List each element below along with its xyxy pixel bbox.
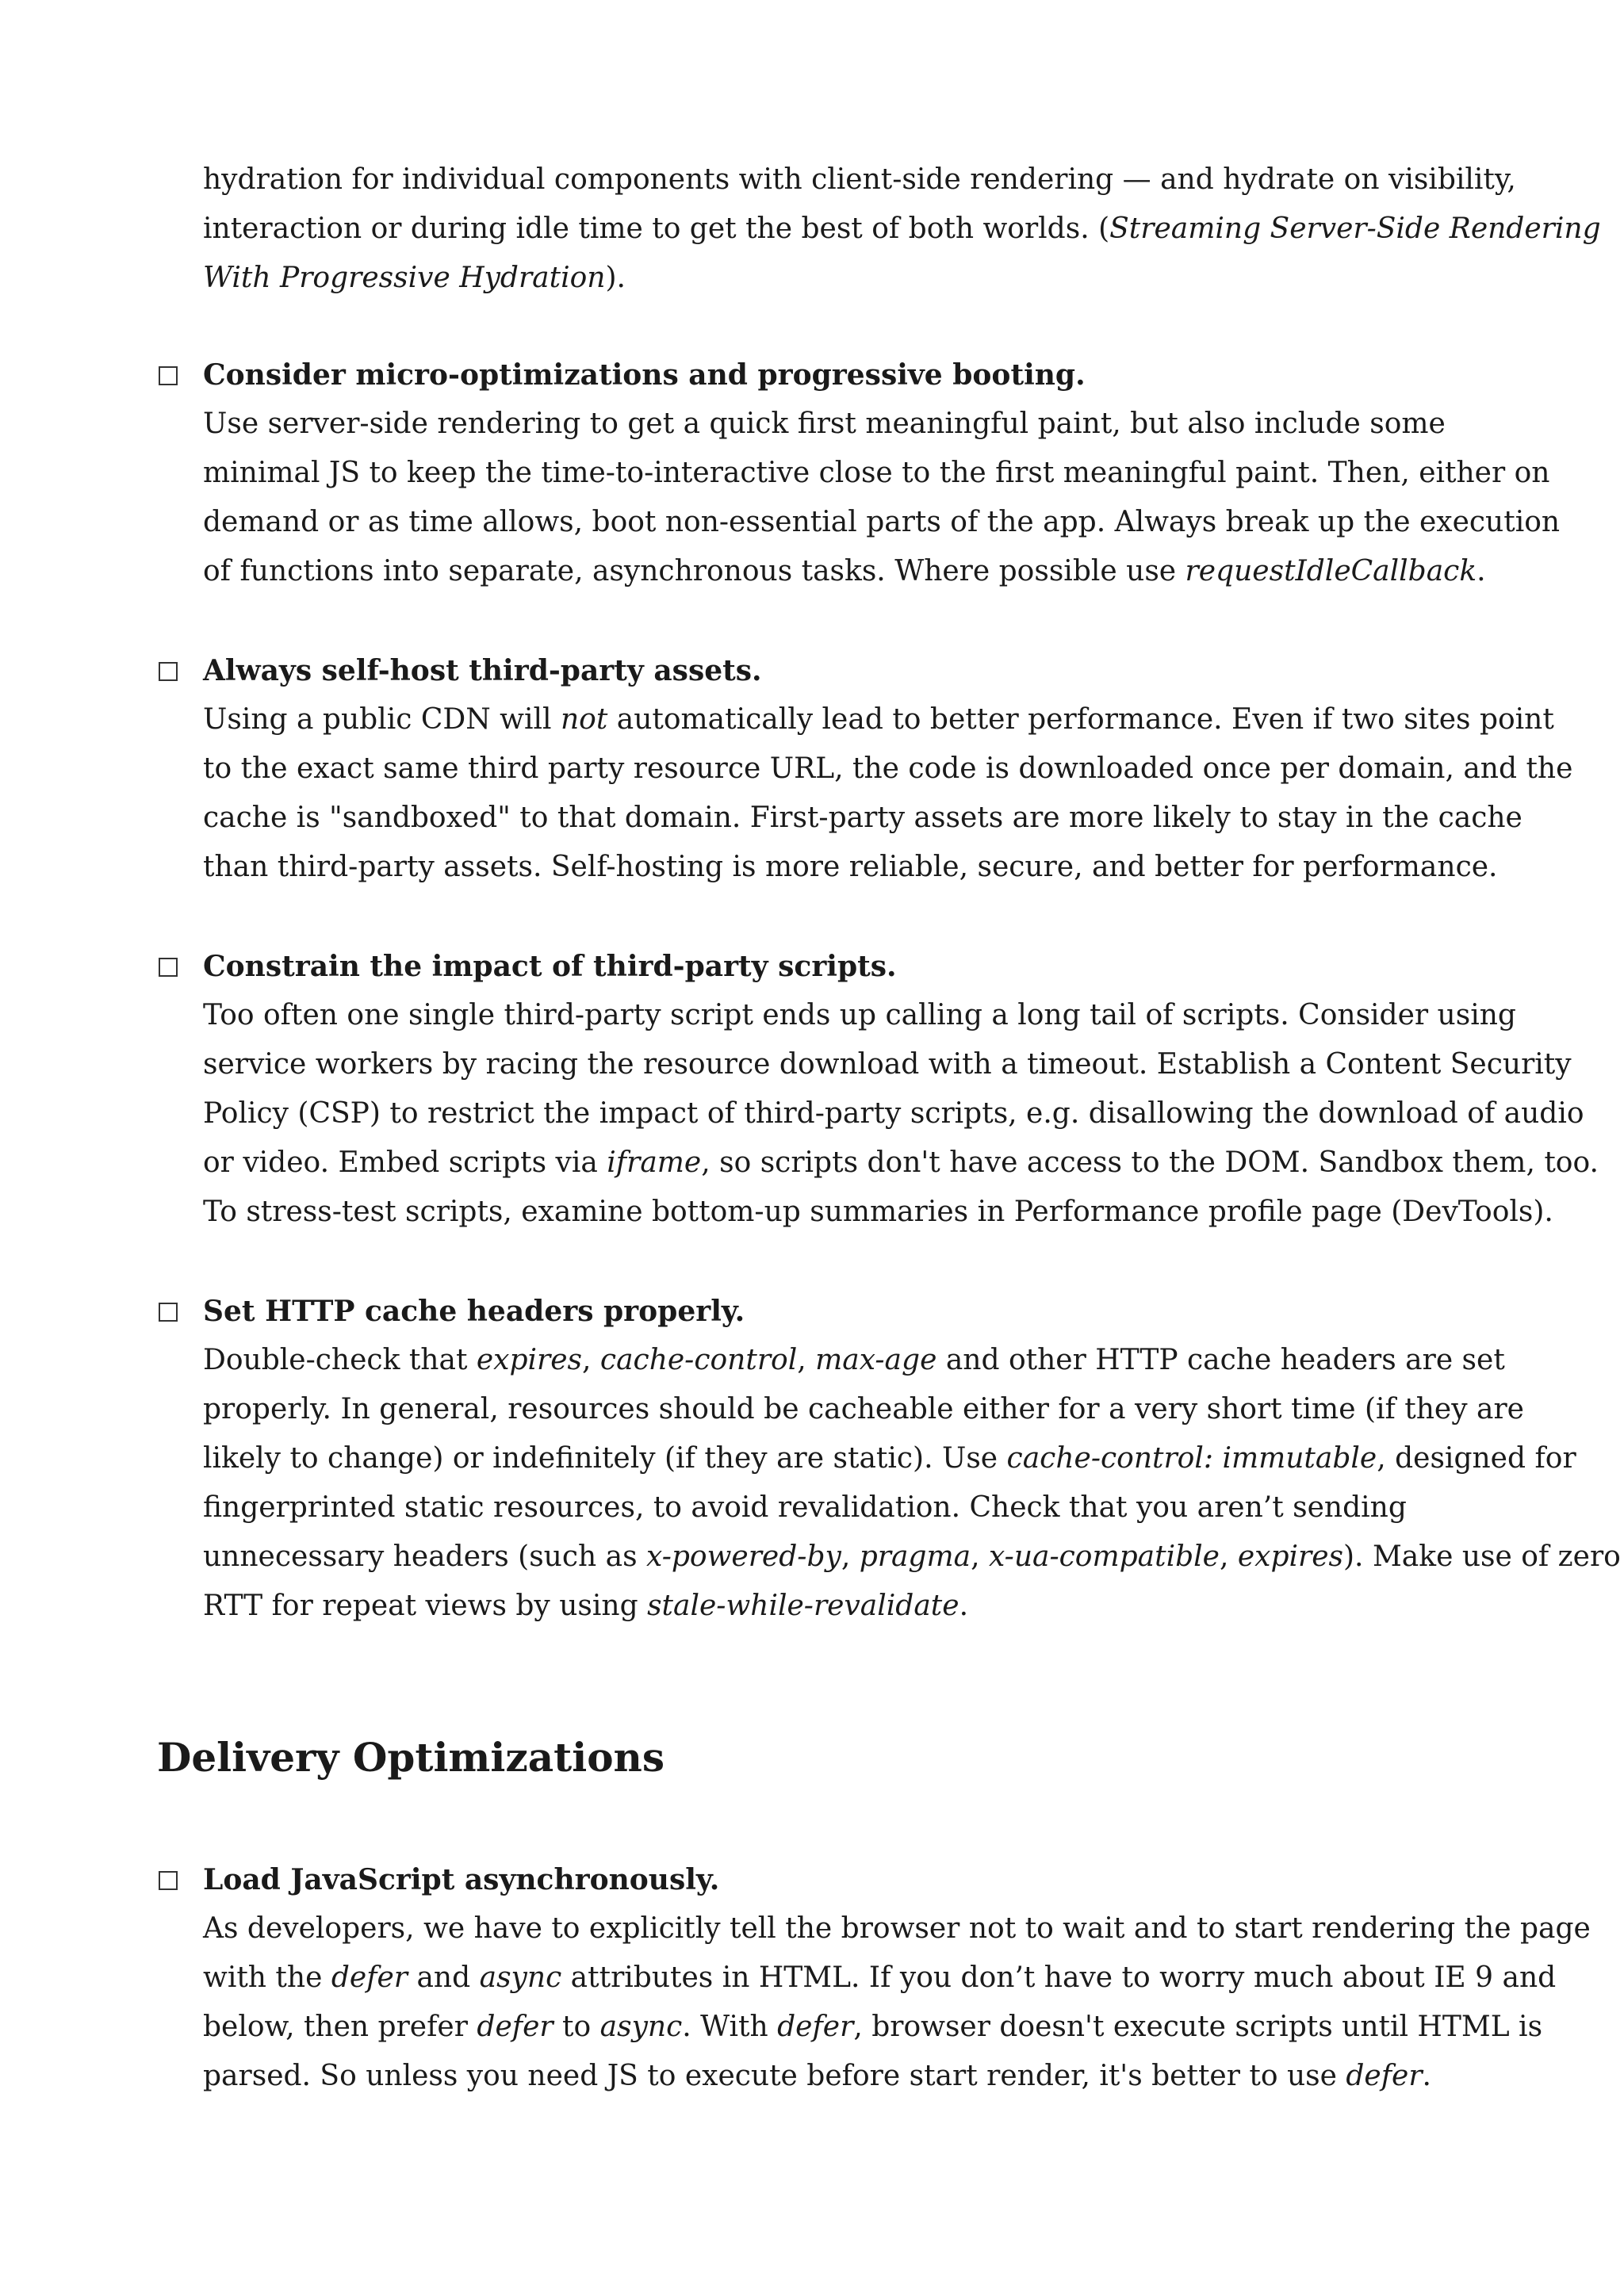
checkbox[interactable]	[159, 1303, 178, 1322]
checkbox[interactable]	[159, 662, 178, 681]
intro-paragraph	[203, 155, 1601, 303]
emphasis: max-age	[815, 1344, 937, 1376]
text-line: or video. Embed scripts via iframe, so scripts don't have access to the DOM. Sandbox them, too.	[203, 1146, 1599, 1179]
item-body	[203, 400, 1561, 596]
emphasis: iframe	[607, 1146, 702, 1179]
text-line: Double-check that expires, cache-control, max-age and other HTTP cache headers are set	[203, 1344, 1505, 1376]
item-title: Always self-host third-party assets.	[203, 654, 762, 687]
emphasis: cache-control: immutable	[1006, 1442, 1377, 1475]
text-line: service workers by racing the resource download with a timeout. Establish a Content Security	[203, 1048, 1572, 1081]
text-line: unnecessary headers (such as x-powered-by, pragma, x-ua-compatible, expires). Make use of zero	[203, 1540, 1621, 1573]
emphasis: async	[599, 2011, 683, 2043]
text-line: Too often one single third-party script ends up calling a long tail of scripts. Consider using	[203, 999, 1516, 1031]
text-line: than third-party assets. Self-hosting is more reliable, secure, and better for performance.	[203, 851, 1498, 883]
text-line: below, then prefer defer to async. With defer, browser doesn't execute scripts until HTML is	[203, 2011, 1543, 2043]
text-line: Policy (CSP) to restrict the impact of third-party scripts, e.g. disallowing the download of audio	[203, 1097, 1584, 1130]
item-body	[203, 695, 1573, 892]
text-line: to the exact same third party resource URL, the code is downloaded once per domain, and the	[203, 752, 1573, 785]
text-line: likely to change) or indefinitely (if they are static). Use cache-control: immutable, designed for	[203, 1442, 1576, 1475]
emphasis: expires	[476, 1344, 583, 1376]
text-line: Use server-side rendering to get a quick first meaningful paint, but also include some	[203, 408, 1446, 440]
item-title: Consider micro-optimizations and progressive booting.	[203, 358, 1086, 392]
emphasis: async	[479, 1961, 562, 1994]
text-line: hydration for individual components with client-side rendering — and hydrate on visibility,	[203, 163, 1516, 196]
text-line: fingerprinted static resources, to avoid revalidation. Check that you aren’t sending	[203, 1491, 1407, 1524]
emphasis: Streaming Server-Side Rendering	[1109, 212, 1601, 245]
emphasis: defer	[331, 1961, 408, 1994]
text-line: Using a public CDN will not automatically lead to better performance. Even if two sites point	[203, 703, 1554, 736]
emphasis: With Progressive Hydration	[203, 262, 606, 294]
item-title: Constrain the impact of third-party scripts.	[203, 950, 897, 983]
emphasis: cache-control	[599, 1344, 798, 1376]
item-title: Load JavaScript asynchronously.	[203, 1863, 720, 1896]
emphasis: pragma	[859, 1540, 971, 1573]
text-line: demand or as time allows, boot non-essential parts of the app. Always break up the execution	[203, 506, 1561, 538]
text-line: with the defer and async attributes in HTML. If you don’t have to worry much about IE 9 and	[203, 1961, 1557, 1994]
emphasis: defer	[1346, 2060, 1423, 2092]
text-line: interaction or during idle time to get the best of both worlds. (Streaming Server-Side Rendering	[203, 212, 1601, 245]
text-line: properly. In general, resources should be cacheable either for a very short time (if they are	[203, 1393, 1524, 1425]
text-line: To stress-test scripts, examine bottom-up summaries in Performance profile page (DevTools).	[203, 1196, 1553, 1228]
item-body	[203, 1336, 1621, 1631]
item-title: Set HTTP cache headers properly.	[203, 1295, 745, 1328]
item-body	[203, 1904, 1591, 2101]
emphasis: x-ua-compatible	[988, 1540, 1220, 1573]
item-body	[203, 991, 1599, 1237]
checkbox[interactable]	[159, 958, 178, 977]
section-heading: Delivery Optimizations	[157, 1734, 665, 1781]
emphasis: not	[560, 703, 608, 736]
text-line: minimal JS to keep the time-to-interactive close to the first meaningful paint. Then, either on	[203, 457, 1550, 489]
emphasis: stale-while-revalidate	[647, 1590, 959, 1622]
text-line: As developers, we have to explicitly tell the browser not to wait and to start rendering the page	[203, 1912, 1591, 1945]
emphasis: requestIdleCallback	[1185, 555, 1477, 587]
text-line: With Progressive Hydration).	[203, 262, 626, 294]
checkbox[interactable]	[159, 1871, 178, 1890]
checkbox[interactable]	[159, 366, 178, 385]
text-line: RTT for repeat views by using stale-while-revalidate.	[203, 1590, 969, 1622]
emphasis: defer	[477, 2011, 553, 2043]
emphasis: x-powered-by	[646, 1540, 841, 1573]
text-line: cache is "sandboxed" to that domain. First-party assets are more likely to stay in the cache	[203, 802, 1522, 834]
text-line: parsed. So unless you need JS to execute before start render, it's better to use defer.	[203, 2060, 1431, 2092]
emphasis: expires	[1237, 1540, 1344, 1573]
text-line: of functions into separate, asynchronous tasks. Where possible use requestIdleCallback.	[203, 555, 1486, 587]
emphasis: defer	[777, 2011, 854, 2043]
